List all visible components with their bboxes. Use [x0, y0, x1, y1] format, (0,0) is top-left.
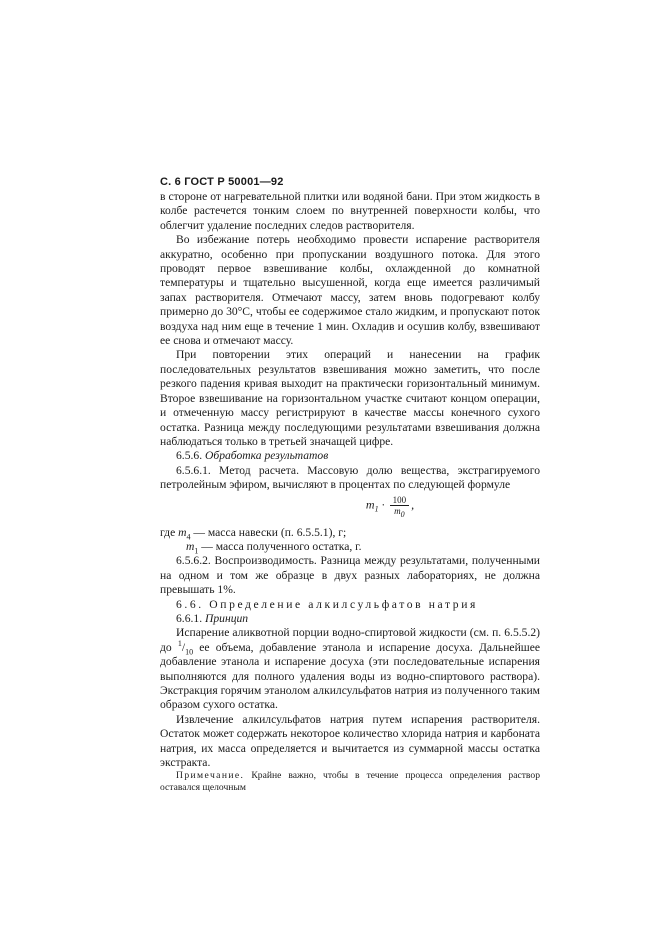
denominator-var: m [394, 505, 401, 516]
section-number: 6.5.6. [176, 449, 203, 463]
note [160, 770, 540, 794]
principle-text-b: ее объема, добавление этанола и испарение досуха. Дальнейшее добавление этанола и испарение досуха (эти последовательные испарения выполняются для полного удаления воды из водно-спиртового раствора). Экстракция горячим этанолом алкилсульфатов натрия из полученного таким образом сухого остатка. [160, 640, 540, 712]
where-prefix: где [160, 525, 176, 539]
where-desc1: — масса навески (п. 6.5.5.1), г; [190, 525, 347, 539]
paragraph-weighing-repeat: При повторении этих операций и нанесении на график последовательных результатов взвешивания можно заметить, что после резкого падения кривая выходит на практически горизонтальный минимум. Второе взвешивание на горизонтальном участке считают концом операции, и отмеченную массу регистрируют в качестве массы конечного сухого остатка. Разница между последующими результатами взвешивания должна наблюдаться только в третьей значащей цифре. [160, 348, 540, 448]
formula [160, 495, 540, 525]
page-header: С. 6 ГОСТ Р 50001—92 [160, 176, 284, 188]
where-line-1 [160, 526, 540, 540]
where-var1-sub: 4 [186, 531, 191, 541]
formula-dot: · [378, 496, 388, 511]
where-var2-sub: 1 [194, 546, 199, 556]
paragraph-calculation-method: 6.5.6.1. Метод расчета. Массовую долю вещества, экстрагируемого петролейным эфиром, вычисляют в процентах по следующей формуле [160, 463, 540, 492]
where-var2: m [186, 539, 195, 553]
fraction-sup: 1 [177, 638, 182, 648]
where-var1: m [178, 525, 187, 539]
section-title: Обработка результатов [205, 449, 329, 463]
section-heading-6-6-1 [160, 612, 540, 626]
section-title: Принцип [205, 611, 249, 625]
note-text: Крайне важно, чтобы в течение процесса определения раствор оставался щелочным [160, 770, 540, 794]
formula-var-m: m [365, 496, 375, 511]
formula-expression [365, 494, 415, 519]
formula-tail: , [411, 496, 415, 511]
section-heading-6-6: 6.6. Определение алкилсульфатов натрия [176, 597, 478, 611]
note-label: Примечание. [176, 770, 245, 782]
denominator-sub: 0 [400, 509, 405, 519]
paragraph-continuation: в стороне от нагревательной плитки или водяной бани. При этом жидкость в колбе растечется тонким слоем по внутренней поверхности колбы, что облегчит удаление последних следов растворителя. [160, 190, 540, 232]
fraction-sub: 10 [185, 647, 194, 657]
fraction-denominator [390, 505, 410, 519]
where-line-2 [160, 540, 540, 554]
fraction-numerator: 100 [390, 495, 410, 506]
principle-text-a: Испарение аликвотной порции водно-спиртовой жидкости (см. п. 6.5.5.2) до [160, 626, 540, 654]
section-heading-6-5-6 [160, 449, 540, 463]
paragraph-extraction: Извлечение алкилсульфатов натрия путем испарения растворителя. Остаток может содержать некоторое количество хлорида натрия и карбоната натрия, их масса определяется и вычитается из суммарной массы остатка экстракта. [160, 712, 540, 770]
where-desc2: — масса полученного остатка, г. [198, 539, 362, 553]
body-text [160, 190, 540, 794]
formula-fraction [390, 494, 410, 519]
paragraph-evaporation-care: Во избежание потерь необходимо провести испарение растворителя аккуратно, особенно при пропускании воздушного потока. Для этого проводят первое взвешивание колбы, охлажденной до комнатной температуры и тщательно высушенной, когда еще имеется различимый запах растворителя. Отмечают массу, затем вновь подогревают колбу примерно до 30°С, чтобы ее содержимое стало жидким, и пропускают поток воздуха над ним еще в течение 1 мин. Охладив и осушив колбу, взвешивают ее снова и отмечают массу. [160, 233, 540, 348]
paragraph-reproducibility: 6.5.6.2. Воспроизводимость. Разница между результатами, полученными на одном и том же образце в двух разных лабораториях, не должна превышать 1%. [160, 554, 540, 597]
formula-var-sub: 1 [374, 504, 379, 514]
paragraph-principle: Испарение аликвотной порции водно-спиртовой жидкости (см. п. 6.5.5.2) до $^1/_{10}$ ее объема, добавление этанола и испарение досуха. Дальнейшее добавление этанола и испарение досуха (эти последовательные испарения выполняются для полного удаления воды из водно-спиртового раствора). Экстракция горячим этанолом алкилсульфатов натрия из полученного таким образом сухого остатка. [160, 626, 540, 712]
section-number: 6.6.1. [176, 611, 203, 625]
